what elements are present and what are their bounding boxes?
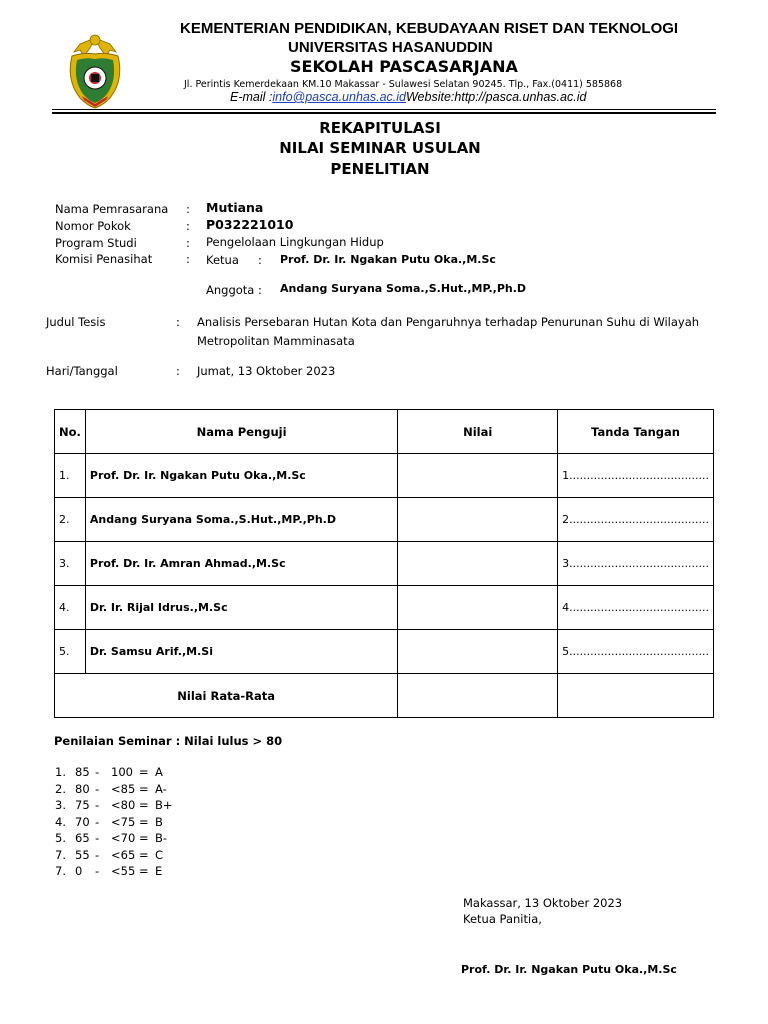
grading-heading: Penilaian Seminar : Nilai lulus > 80 [54,734,283,748]
average-score-cell[interactable] [398,674,558,718]
row-score-cell[interactable] [398,586,558,630]
grading-row: 4. 70 - <75 = B [55,814,163,829]
signature-role: Ketua Panitia, [463,912,542,926]
row-signature: 5........................................ [558,630,714,674]
average-signature-cell [558,674,714,718]
hari-label: Hari/Tanggal [46,364,118,378]
grading-row: 1. 85 - 100 = A [55,765,163,779]
table-row [55,498,714,542]
address: Jl. Perintis Kemerdekaan KM.10 Makassar - Sulawesi Selatan 90245. Tlp., Fax.(0411) 585868 [184,79,623,90]
header-nama: Nama Penguji [85,410,397,454]
row-examiner-name: Dr. Ir. Rijal Idrus.,M.Sc [85,586,397,630]
nomor-label: Nomor Pokok [55,219,131,233]
table-row [55,454,714,498]
table-row [55,630,714,674]
contact-line [230,90,586,104]
anggota-colon: : [258,283,262,297]
ketua-label: Ketua [206,253,239,267]
row-no: 3. [55,542,86,586]
website-link[interactable]: http://pasca.unhas.ac.id [454,90,587,104]
signature-name: Prof. Dr. Ir. Ngakan Putu Oka.,M.Sc [461,963,677,976]
school-name: SEKOLAH PASCASARJANA [290,57,518,76]
judul-value-line1: Analisis Persebaran Hutan Kota dan Pengaruhnya terhadap Penurunan Suhu di Wilayah [197,315,700,329]
header-no: No. [55,410,86,454]
hari-colon: : [176,364,180,378]
university-name: UNIVERSITAS HASANUDDIN [288,39,493,56]
prodi-value: Pengelolaan Lingkungan Hidup [206,235,384,249]
komisi-label: Komisi Penasihat [55,252,153,266]
row-examiner-name: Dr. Samsu Arif.,M.Si [85,630,397,674]
hari-value: Jumat, 13 Oktober 2023 [197,364,336,378]
email-label: E-mail : [230,90,273,104]
judul-colon: : [176,315,180,329]
grading-row: 3. 75 - <80 = B+ [55,798,173,812]
row-score-cell[interactable] [398,542,558,586]
row-signature: 3........................................ [558,542,714,586]
nomor-value: P032221010 [206,217,294,232]
nama-colon: : [186,202,190,216]
university-logo [60,30,130,112]
ministry-name: KEMENTERIAN PENDIDIKAN, KEBUDAYAAN RISET DAN TEKNOLOGI [180,20,679,37]
row-score-cell[interactable] [398,498,558,542]
row-no: 1. [55,454,86,498]
table-footer-row [55,674,714,718]
ketua-value: Prof. Dr. Ir. Ngakan Putu Oka.,M.Sc [280,253,496,266]
prodi-label: Program Studi [55,236,137,250]
grading-row: 7. 0 - <55 = E [55,864,163,878]
row-examiner-name: Andang Suryana Soma.,S.Hut.,MP.,Ph.D [85,498,397,542]
doc-title-line3: PENELITIAN [330,160,430,178]
grading-row: 7. 55 - <65 = C [55,847,164,862]
table-header-row [55,410,714,454]
row-signature: 1........................................ [558,454,714,498]
table-row [55,586,714,630]
doc-title-line2: NILAI SEMINAR USULAN [279,139,481,157]
signature-place-date: Makassar, 13 Oktober 2023 [463,896,623,910]
letterhead-divider-bottom [52,112,716,114]
nama-value: Mutiana [206,200,264,215]
judul-value-line2: Metropolitan Mamminasata [197,334,355,348]
anggota-value: Andang Suryana Soma.,S.Hut.,MP.,Ph.D [280,282,527,295]
website-label: Website: [405,90,455,104]
nama-label: Nama Pemrasarana [55,202,169,216]
grading-list [55,764,173,880]
row-signature: 2........................................ [558,498,714,542]
anggota-label: Anggota [206,283,255,297]
row-examiner-name: Prof. Dr. Ir. Ngakan Putu Oka.,M.Sc [85,454,397,498]
ketua-colon: : [258,253,262,267]
email-link[interactable]: info@pasca.unhas.ac.id [272,90,406,104]
doc-title-line1: REKAPITULASI [319,119,441,137]
average-label: Nilai Rata-Rata [55,674,398,718]
grading-row: 5. 65 - <70 = B- [55,831,168,845]
row-no: 4. [55,586,86,630]
row-examiner-name: Prof. Dr. Ir. Amran Ahmad.,M.Sc [85,542,397,586]
row-signature: 4........................................ [558,586,714,630]
row-no: 5. [55,630,86,674]
grading-row: 2. 80 - <85 = A- [55,781,167,796]
row-score-cell[interactable] [398,630,558,674]
row-score-cell[interactable] [398,454,558,498]
nomor-colon: : [186,219,190,233]
komisi-colon: : [186,252,190,266]
header-nilai: Nilai [398,410,558,454]
letterhead-divider-top [52,109,716,110]
judul-label: Judul Tesis [46,315,106,329]
prodi-colon: : [186,236,190,250]
table-row [55,542,714,586]
examiner-table [54,409,714,718]
row-no: 2. [55,498,86,542]
header-ttd: Tanda Tangan [558,410,714,454]
